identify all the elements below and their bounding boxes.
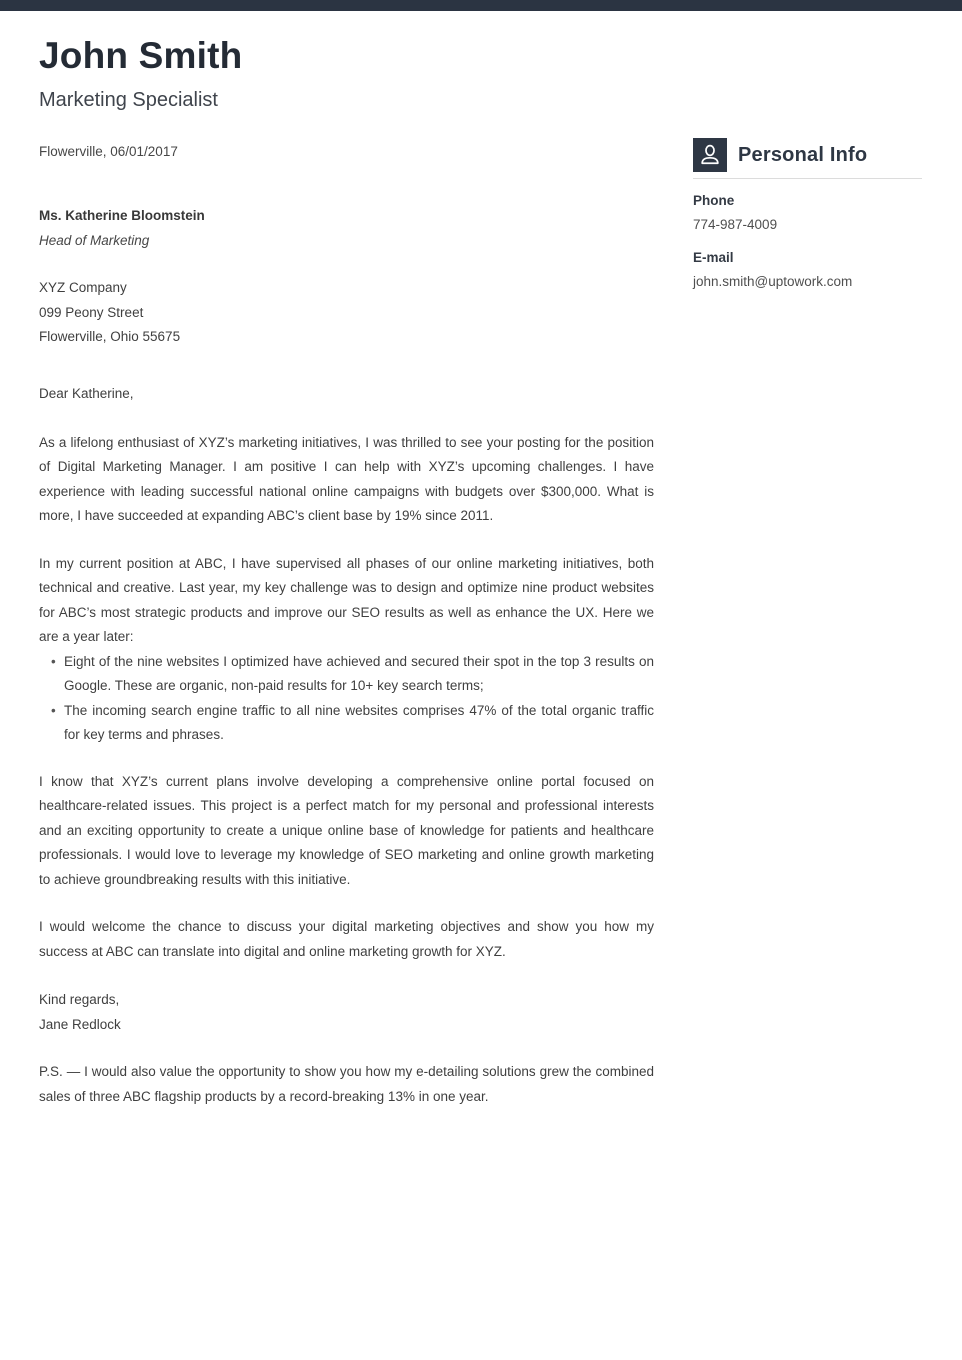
- sidebar-section-title: Personal Info: [738, 143, 868, 166]
- signature-name: Jane Redlock: [39, 1016, 121, 1032]
- paragraph-current-position: In my current position at ABC, I have supervised all phases of our online marketing initiatives, both technical and creative. Last year, my key challenge was to design and optimize nine product websites for ABC’s most strategic products and improve our SEO results as well as enhance the UX. Here we are a year later:: [39, 555, 654, 644]
- paragraph-call-to-action: I would welcome the chance to discuss your digital marketing objectives and show you how my success at ABC can translate into digital and online marketing growth for XYZ.: [39, 919, 654, 959]
- letter-main-column: [39, 11, 654, 1109]
- closing-phrase: Kind regards,: [39, 992, 120, 1007]
- street-address: 099 Peony Street: [39, 304, 144, 320]
- person-icon: [693, 138, 727, 172]
- recipient-address: [39, 276, 654, 350]
- email-label: E-mail: [693, 250, 734, 265]
- recipient-name: Ms. Katherine Bloomstein: [39, 208, 205, 223]
- top-accent-bar: [0, 0, 962, 11]
- place-and-date: Flowerville, 06/01/2017: [39, 144, 178, 159]
- postscript: P.S. — I would also value the opportunity to show you how my e-detailing solutions grew the combined sales of three ABC flagship products by a record-breaking 13% in one year.: [39, 1064, 654, 1104]
- email-value: john.smith@uptowork.com: [693, 274, 853, 289]
- list-item: • The incoming search engine traffic to all nine websites comprises 47% of the total organic traffic for key terms and phrases.: [39, 699, 654, 748]
- city-address: Flowerville, Ohio 55675: [39, 329, 181, 344]
- personal-info-sidebar: [693, 138, 922, 289]
- paragraph-company-plans: I know that XYZ’s current plans involve developing a comprehensive online portal focused on healthcare-related issues. This project is a perfect match for my personal and professional interests and an exciting opportunity to create a unique online base of knowledge for patients and healthcare professionals. I would love to leverage my knowledge of SEO marketing and online growth marketing to achieve groundbreaking results with this initiative.: [39, 773, 654, 887]
- salutation: Dear Katherine,: [39, 385, 134, 401]
- recipient-role: Head of Marketing: [39, 232, 150, 248]
- applicant-name: John Smith: [39, 35, 243, 76]
- phone-value: 774-987-4009: [693, 217, 778, 232]
- applicant-job-title: Marketing Specialist: [39, 89, 218, 111]
- company-name: XYZ Company: [39, 280, 127, 295]
- letter-body: [39, 144, 654, 1109]
- paragraph-intro: As a lifelong enthusiast of XYZ’s marketing initiatives, I was thrilled to see your posting for the position of Digital Marketing Manager. I am positive I can help with XYZ’s upcoming challenges. I have experience with leading successful national online campaigns with budgets over $300,000. What is more, I have succeeded at expanding ABC’s client base by 19% since 2011.: [39, 434, 654, 523]
- phone-label: Phone: [693, 193, 735, 208]
- personal-info-header: [693, 138, 922, 172]
- closing-block: [39, 988, 654, 1037]
- list-item: • Eight of the nine websites I optimized have achieved and secured their spot in the top 3 results on Google. These are organic, non-paid results for 10+ key search terms;: [39, 650, 654, 699]
- achievements-list: [39, 650, 654, 748]
- sidebar-divider: [693, 178, 922, 179]
- recipient-block: [39, 204, 654, 253]
